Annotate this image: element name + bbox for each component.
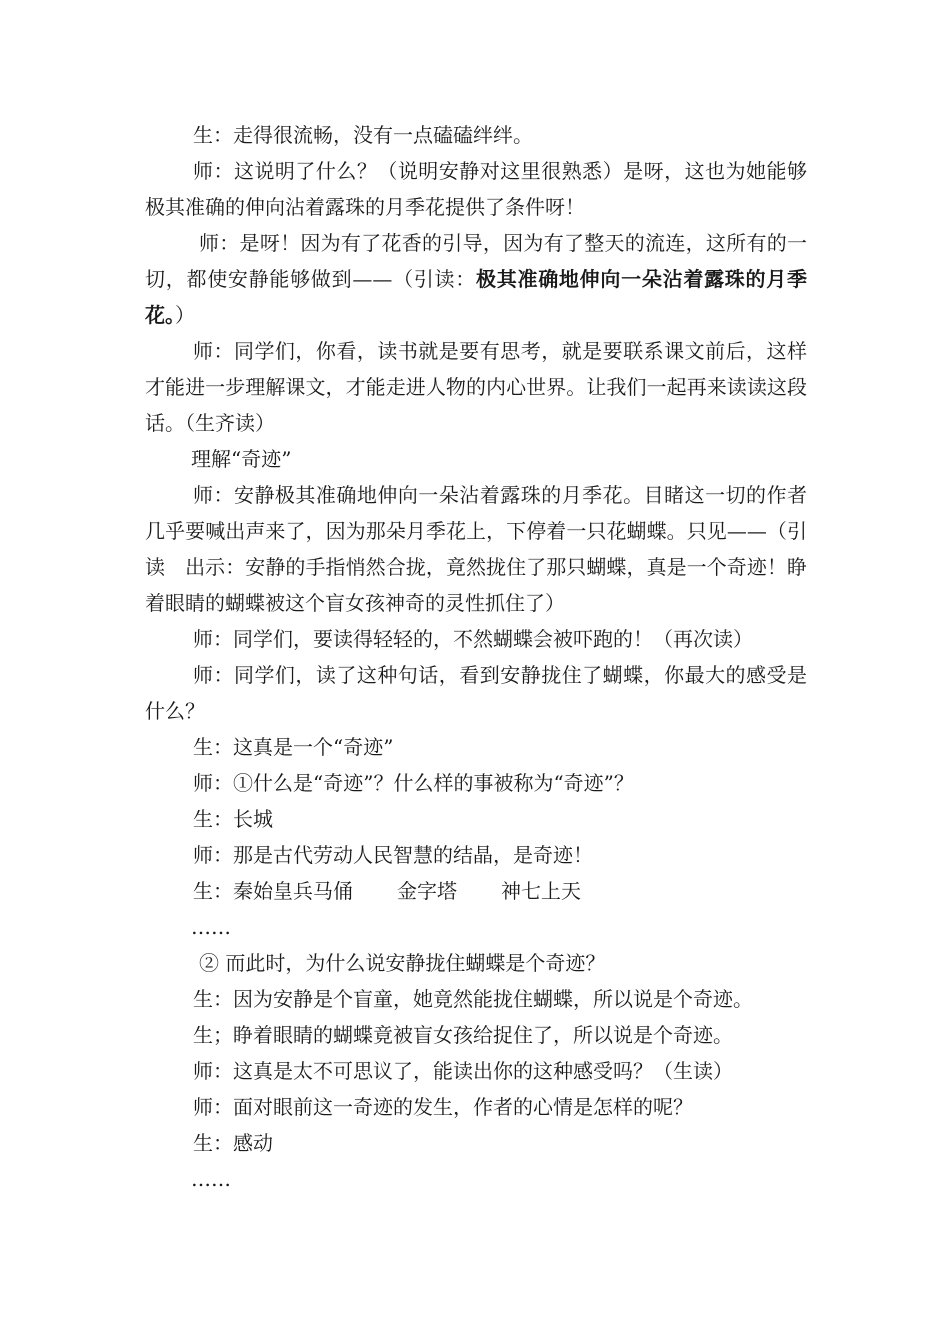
paragraph-2: 师：这说明了什么？（说明安静对这里很熟悉）是呀，这也为她能够极其准确的伸向沾着露珠的月季花提供了条件呀！ [145, 159, 807, 219]
paragraph-13 [145, 873, 807, 909]
paragraph-6-quote: 出示：安静的手指悄然合拢，竟然拢住了那只蝴蝶，真是一个奇迹！睁着眼睛的蝴蝶被这个盲女孩神奇的灵性抓住了） [145, 555, 807, 615]
paragraph-4: 师：同学们，你看，读书就是要有思考，就是要联系课文前后，这样才能进一步理解课文，才能走进人物的内心世界。让我们一起再来读读这段话。（生齐读） [145, 339, 807, 435]
ellipsis-2: …… [191, 1167, 231, 1191]
paragraph-20: 生：感动 [193, 1131, 273, 1155]
paragraph-8: 师：同学们，读了这种句话，看到安静拢住了蝴蝶，你最大的感受是什么？ [145, 663, 807, 723]
section-heading: 理解“奇迹” [191, 447, 292, 471]
example-item-1: 生：秦始皇兵马俑 [193, 879, 353, 903]
paragraph-12: 师：那是古代劳动人民智慧的结晶，是奇迹！ [193, 843, 593, 867]
paragraph-9: 生：这真是一个“奇迹” [193, 735, 394, 759]
paragraph-11: 生：长城 [193, 807, 273, 831]
paragraph-1: 生：走得很流畅，没有一点磕磕绊绊。 [193, 123, 533, 147]
paragraph-18: 师：这真是太不可思议了，能读出你的这种感受吗？（生读） [193, 1059, 733, 1083]
example-item-3: 神七上天 [501, 879, 581, 903]
paragraph-3-close: ） [175, 303, 195, 327]
paragraph-16: 生：因为安静是个盲童，她竟然能拢住蝴蝶，所以说是个奇迹。 [193, 987, 753, 1011]
paragraph-3-text: 师：是呀！因为有了花香的引导，因为有了整天的流连，这所有的一切，都使安静能够做到——（引读： [145, 231, 807, 291]
paragraph-6-text: 师：安静极其准确地伸向一朵沾着露珠的月季花。目睹这一切的作者几乎要喊出声来了，因为那朵月季花上，下停着一只花蝴蝶。只见——（引读 [145, 483, 807, 579]
paragraph-17: 生；睁着眼睛的蝴蝶竟被盲女孩给捉住了，所以说是个奇迹。 [193, 1023, 733, 1047]
paragraph-7: 师：同学们，要读得轻轻的，不然蝴蝶会被吓跑的！（再次读） [193, 627, 753, 651]
paragraph-15: ② 而此时，为什么说安静拢住蝴蝶是个奇迹？ [199, 951, 606, 975]
paragraph-19: 师：面对眼前这一奇迹的发生，作者的心情是怎样的呢？ [193, 1095, 693, 1119]
paragraph-10: 师：①什么是“奇迹”？什么样的事被称为“奇迹”？ [193, 771, 634, 795]
document-page [145, 117, 807, 1197]
paragraph-3 [145, 225, 807, 333]
example-item-2: 金字塔 [397, 879, 457, 903]
paragraph-6 [145, 477, 807, 621]
paragraph-3-bold-quote: 极其准确地伸向一朵沾着露珠的月季花。 [145, 267, 807, 327]
ellipsis-1: …… [191, 915, 231, 939]
